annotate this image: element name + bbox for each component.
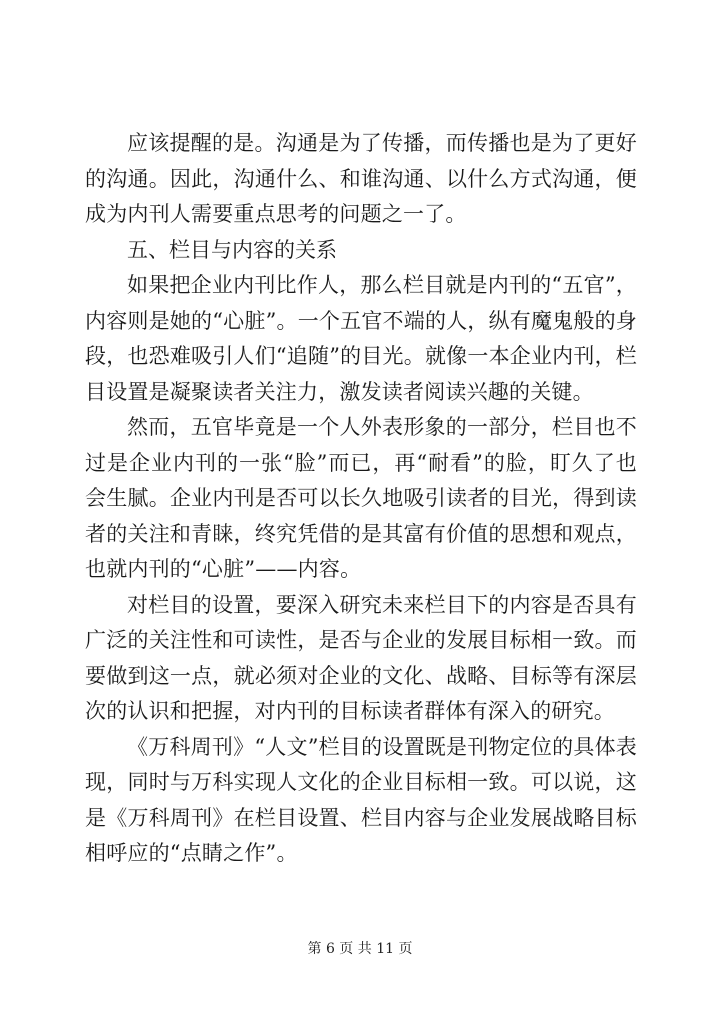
paragraph-content-heart: 然而，五官毕竟是一个人外表形象的一部分，栏目也不过是企业内刊的一张“脸”而已，再“耐看”的脸，盯久了也会生腻。企业内刊是否可以长久地吸引读者的目光，得到读者的关注和青睐，终究凭借的是其富有价值的思想和观点，也就内刊的“心脏”——内容。 xyxy=(85,415,637,581)
paragraph-column-metaphor: 如果把企业内刊比作人，那么栏目就是内刊的“五官”，内容则是她的“心脏”。一个五官不端的人，纵有魔鬼般的身段，也恐难吸引人们“追随”的目光。就像一本企业内刊，栏目设置是凝聚读者关注力，激发读者阅读兴趣的关键。 xyxy=(85,273,637,404)
section-heading: 五、栏目与内容的关系 xyxy=(127,237,337,262)
document-body xyxy=(85,126,637,872)
paragraph-communication: 应该提醒的是。沟通是为了传播，而传播也是为了更好的沟通。因此，沟通什么、和谁沟通、以什么方式沟通，便成为内刊人需要重点思考的问题之一了。 xyxy=(85,131,637,226)
page-footer: 第 6 页 共 11 页 xyxy=(307,941,413,957)
paragraph-column-research: 对栏目的设置，要深入研究未来栏目下的内容是否具有广泛的关注性和可读性，是否与企业的发展目标相一致。而要做到这一点，就必须对企业的文化、战略、目标等有深层次的认识和把握，对内刊的目标读者群体有深入的研究。 xyxy=(85,592,637,723)
paragraph-vanke-example: 《万科周刊》“人文”栏目的设置既是刊物定位的具体表现，同时与万科实现人文化的企业目标相一致。可以说，这是《万科周刊》在栏目设置、栏目内容与企业发展战略目标相呼应的“点睛之作”。 xyxy=(85,734,637,865)
